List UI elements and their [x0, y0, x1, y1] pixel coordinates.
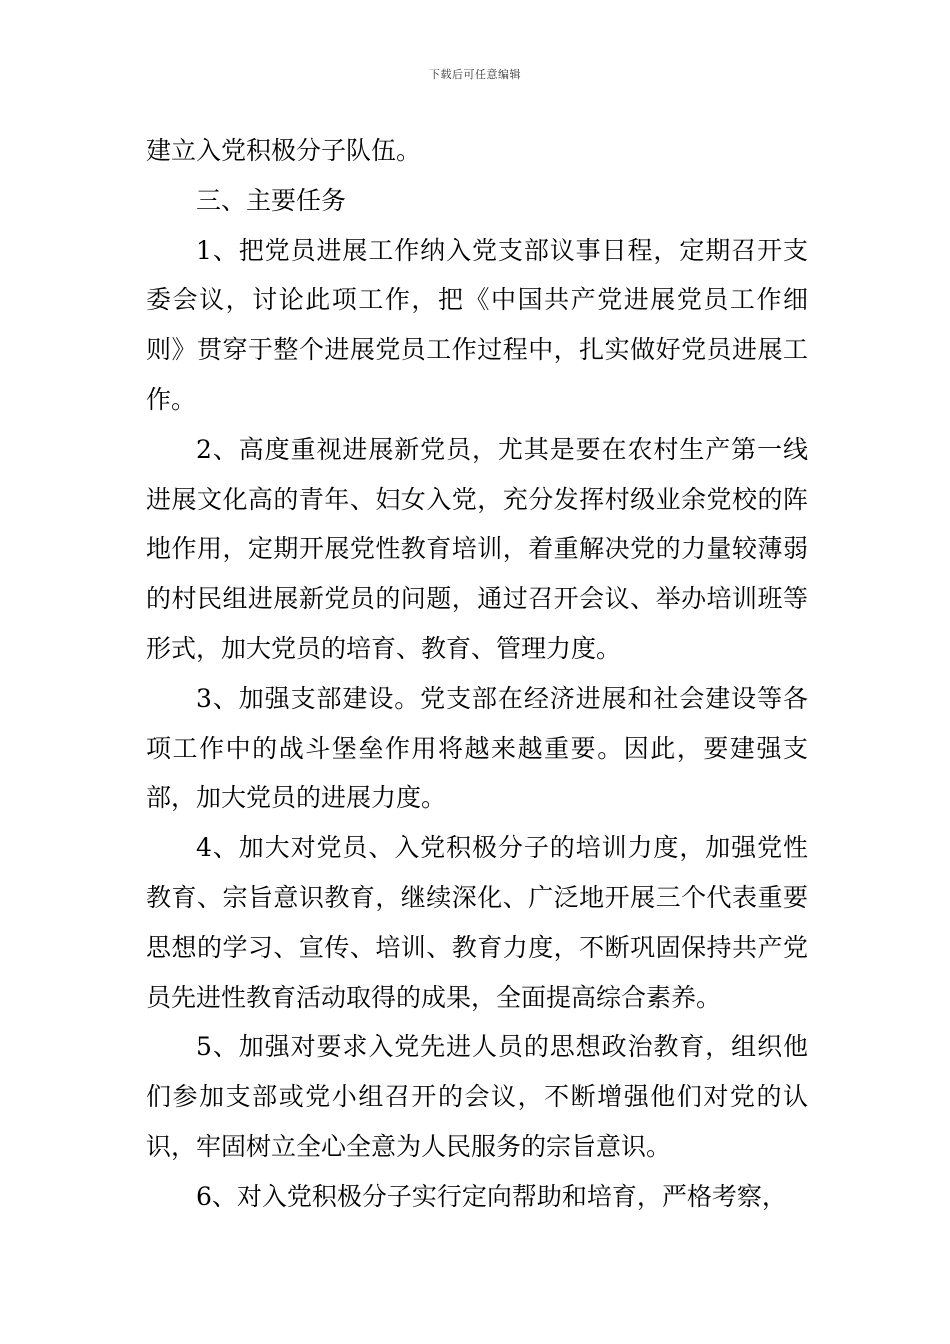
paragraph-item-5: 5、加强对要求入党先进人员的思想政治教育，组织他们参加支部或党小组召开的会议，不断增强他们对党的认识，牢固树立全心全意为人民服务的宗旨意识。 [146, 1032, 808, 1161]
page-header: 下载后可任意编辑 [429, 68, 521, 81]
paragraph-item-2: 2、高度重视进展新党员，尤其是要在农村生产第一线进展文化高的青年、妇女入党，充分发挥村级业余党校的阵地作用，定期开展党性教育培训，着重解决党的力量较薄弱的村民组进展新党员的问题，通过召开会议、举办培训班等形式，加大党员的培育、教育、管理力度。 [146, 434, 808, 663]
paragraph-item-6: 6、对入党积极分子实行定向帮助和培育，严格考察， [196, 1181, 787, 1211]
section-heading: 三、主要任务 [196, 185, 347, 215]
paragraph-item-1: 1、把党员进展工作纳入党支部议事日程，定期召开支委会议，讨论此项工作，把《中国共产党进展党员工作细则》贯穿于整个进展党员工作过程中，扎实做好党员进展工作。 [146, 235, 808, 414]
paragraph-item-3: 3、加强支部建设。党支部在经济进展和社会建设等各项工作中的战斗堡垒作用将越来越重要。因此，要建强支部，加大党员的进展力度。 [146, 683, 808, 813]
paragraph-item-4: 4、加大对党员、入党积极分子的培训力度，加强党性教育、宗旨意识教育，继续深化、广泛地开展三个代表重要思想的学习、宣传、培训、教育力度，不断巩固保持共产党员先进性教育活动取得的成果，全面提高综合素养。 [146, 833, 808, 1012]
paragraph-continuation: 建立入党积极分子队伍。 [146, 136, 422, 165]
document-body [146, 126, 808, 1222]
